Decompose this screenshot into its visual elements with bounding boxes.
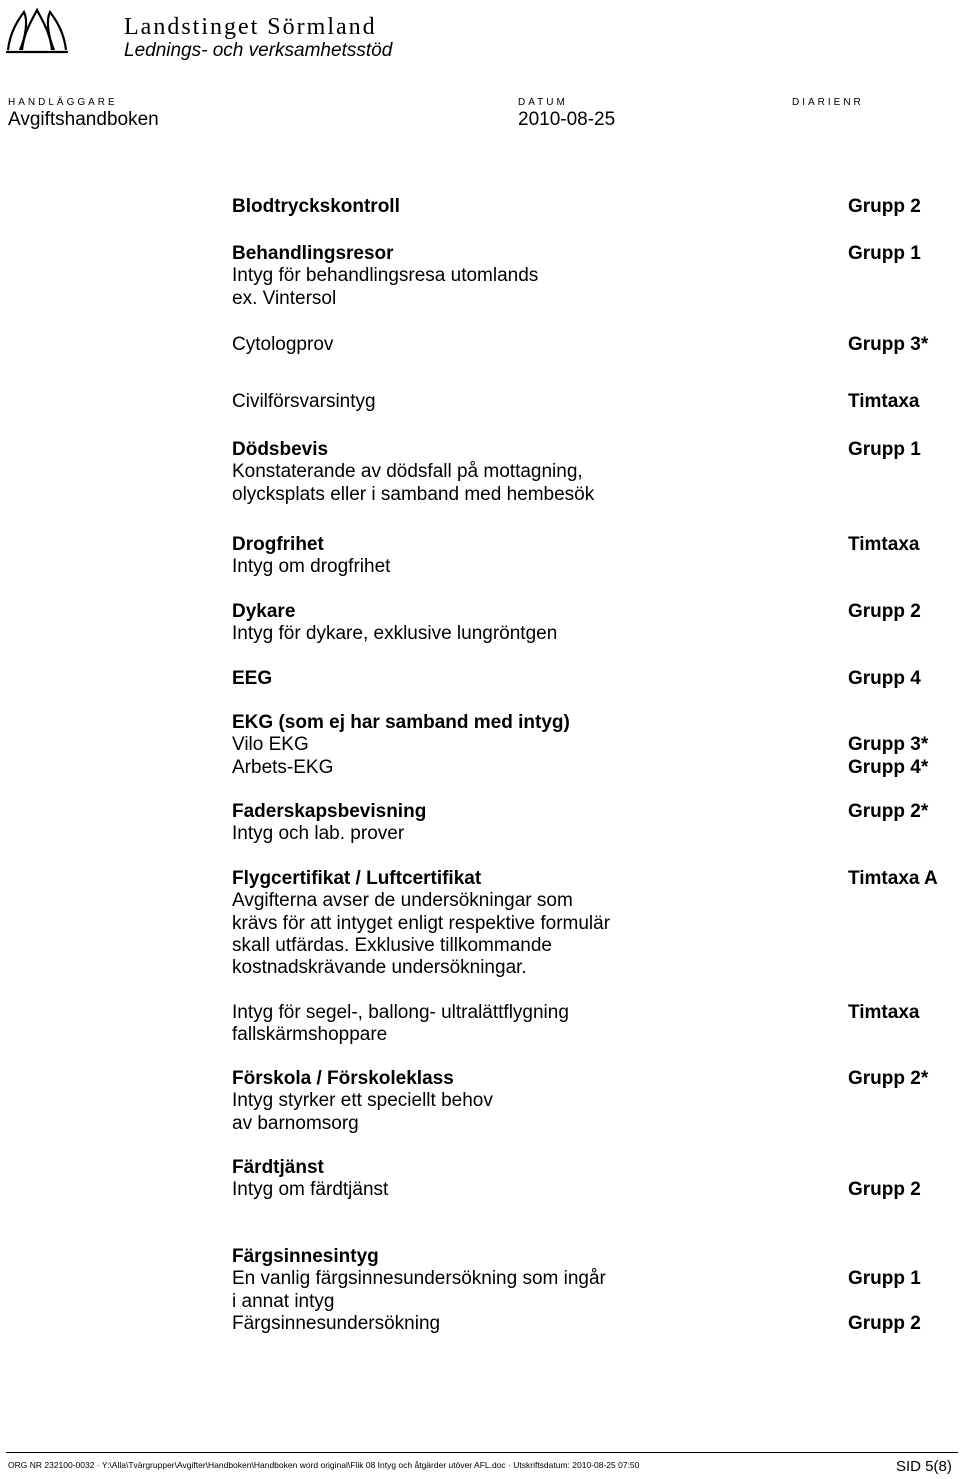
entry-description: av barnomsorg xyxy=(232,1112,359,1134)
fee-group: Grupp 2* xyxy=(848,801,929,822)
fee-group: Grupp 2 xyxy=(848,1179,921,1201)
entry-title: Blodtryckskontroll xyxy=(232,196,400,217)
entry-title: Dykare xyxy=(232,601,296,622)
entry-title: Drogfrihet xyxy=(232,534,324,555)
entry-title: Faderskapsbevisning xyxy=(232,801,427,822)
fee-group: Grupp 1 xyxy=(848,1268,921,1290)
entry-description: Intyg för dykare, exklusive lungröntgen xyxy=(232,623,558,645)
entry-title: Behandlingsresor xyxy=(232,243,394,264)
entry-description: Intyg för behandlingsresa utomlands xyxy=(232,265,539,287)
fee-group: Timtaxa xyxy=(848,1002,920,1023)
entry-description: Intyg om färdtjänst xyxy=(232,1179,389,1201)
fee-group: Grupp 4* xyxy=(848,756,929,778)
entry-description: Avgifterna avser de undersökningar som xyxy=(232,890,573,912)
entry-title: Cytologprov xyxy=(232,334,334,355)
fee-group: Grupp 1 xyxy=(848,439,921,460)
entry-description: fallskärmshoppare xyxy=(232,1024,388,1046)
datum-value: 2010-08-25 xyxy=(518,109,616,130)
page-number: SID 5(8) xyxy=(896,1458,952,1475)
fee-group: Timtaxa xyxy=(848,391,920,412)
entry-description: krävs för att intyget enligt respektive formulär xyxy=(232,912,611,934)
entry-title: Dödsbevis xyxy=(232,439,329,460)
entry-title: Flygcertifikat / Luftcertifikat xyxy=(232,868,482,889)
entry-description: kostnadskrävande undersökningar. xyxy=(232,957,527,979)
diarienr-label: DIARIENR xyxy=(792,97,864,108)
entry-title: Intyg för segel-, ballong- ultralättflygning xyxy=(232,1002,569,1023)
datum-label: DATUM xyxy=(518,97,568,108)
entry-description: olycksplats eller i samband med hembesök xyxy=(232,483,595,505)
entry-description: Intyg om drogfrihet xyxy=(232,556,391,578)
entry-description: Intyg och lab. prover xyxy=(232,823,405,845)
fee-group: Grupp 2 xyxy=(848,196,921,217)
fee-group: Grupp 2 xyxy=(848,1312,921,1334)
organization-name: Landstinget Sörmland xyxy=(124,14,377,40)
fee-group: Grupp 2 xyxy=(848,601,921,622)
entry-description: Intyg styrker ett speciellt behov xyxy=(232,1090,493,1112)
entry-description: Färgsinnesundersökning xyxy=(232,1312,441,1334)
footer-divider xyxy=(6,1452,958,1453)
entry-title: EKG (som ej har samband med intyg) xyxy=(232,712,570,733)
entry-description: skall utfärdas. Exklusive tillkommande xyxy=(232,934,552,956)
entry-title: Förskola / Förskoleklass xyxy=(232,1068,454,1089)
fee-group: Grupp 3* xyxy=(848,334,929,355)
entry-description: Vilo EKG xyxy=(232,734,309,756)
entry-title: Färgsinnesintyg xyxy=(232,1246,379,1267)
fee-group: Grupp 2* xyxy=(848,1068,929,1089)
fee-group: Timtaxa xyxy=(848,534,920,555)
entry-description: Arbets-EKG xyxy=(232,756,334,778)
entry-description: En vanlig färgsinnesundersökning som ingår xyxy=(232,1268,606,1290)
footer-document-info: ORG NR 232100-0032 · Y:\Alla\Tvärgrupper\Avgifter\Handboken\Handboken word original\Flik 08 Intyg och åtgärder utöver AFL.doc · Utskriftsdatum: 2010-08-25 07:50 xyxy=(8,1460,640,1470)
entry-title: EEG xyxy=(232,668,273,689)
fee-group: Timtaxa A xyxy=(848,868,938,889)
fee-group: Grupp 3* xyxy=(848,734,929,756)
handlaggare-label: HANDLÄGGARE xyxy=(8,97,118,108)
entry-title: Färdtjänst xyxy=(232,1157,324,1178)
entry-description: ex. Vintersol xyxy=(232,287,337,309)
handlaggare-value: Avgiftshandboken xyxy=(8,109,159,130)
entry-description: Konstaterande av dödsfall på mottagning, xyxy=(232,461,583,483)
fee-group: Grupp 4 xyxy=(848,668,921,689)
entry-description: i annat intyg xyxy=(232,1290,335,1312)
organization-department: Lednings- och verksamhetsstöd xyxy=(124,40,393,61)
fee-group: Grupp 1 xyxy=(848,243,921,264)
entry-title: Civilförsvarsintyg xyxy=(232,391,376,412)
